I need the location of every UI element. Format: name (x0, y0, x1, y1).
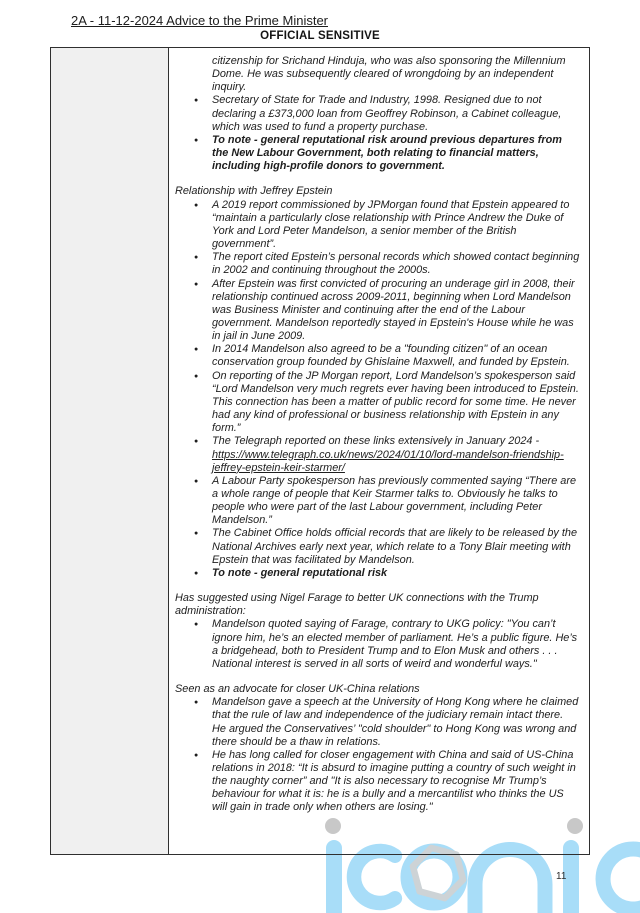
bullet-marker-icon: ● (194, 751, 199, 759)
iconic-letter-c1-icon (354, 851, 395, 903)
bullet-marker-icon: ● (194, 530, 199, 538)
classification-banner: OFFICIAL SENSITIVE (260, 30, 380, 42)
bullet-marker-icon: ● (194, 254, 199, 262)
section-heading-china: Seen as an advocate for closer UK-China relations (175, 683, 420, 696)
bullet-marker-icon: ● (194, 201, 199, 209)
bullet-text: On reporting of the JP Morgan report, Lord Mandelson’s spokesperson said “Lord Mandelson very much regrets ever having been introduced to Epstein. This connection has been a matter of public record for some time. He never had any kind of professional or business relationship with Epstein in any form.” (212, 369, 579, 435)
bullet-text: Mandelson quoted saying of Farage, contrary to UKG policy: "You can’t ignore him, he’s an elected member of parliament. He’s a public figure. He’s a bridgehead, both to President Trump and to Elon Musk and others . . . National interest is served in all sorts of weird and wonderful ways." (212, 618, 578, 670)
iconic-letter-c2-icon (603, 849, 640, 909)
table-right-column (169, 48, 589, 854)
bullet-item-to-note (175, 567, 580, 580)
bullet-item (175, 94, 580, 133)
page-number: 11 (556, 871, 567, 882)
bullet-text: A Labour Party spokesperson has previously commented saying “There are a whole range of people that Keir Starmer talks to. Obviously he talks to people who were part of the last Labour government, including Peter Mandelson.” (212, 474, 577, 527)
bullet-item (175, 618, 580, 671)
telegraph-article-link[interactable]: https://www.telegraph.co.uk/news/2024/01/10/lord-mandelson-friendship-jeffrey-epstein-keir-starmer/ (212, 448, 564, 474)
bullet-item-to-note (175, 134, 580, 173)
bullet-marker-icon: ● (194, 136, 199, 144)
bullet-item (175, 251, 580, 277)
bullet-item (175, 370, 580, 436)
bullet-item (175, 527, 580, 566)
bullet-item (175, 475, 580, 528)
bullet-text: In 2014 Mandelson also agreed to be a "founding citizen" of an ocean conservation group founded by Ghislaine Maxwell, and funded by Epstein. (212, 343, 570, 369)
bullet-text: After Epstein was first convicted of procuring an underage girl in 2008, their relationship continued across 2009-2011, beginning when Lord Mandelson was Business Minister and continuing after the end of the Labour government. Mandelson reportedly stayed in Epstein's House while he was in jail in June 2009. (212, 277, 575, 343)
bullet-marker-icon: ● (194, 280, 199, 288)
bullet-marker-icon: ● (194, 438, 199, 446)
bullet-marker-icon: ● (194, 699, 199, 707)
bullet-item-telegraph (175, 435, 580, 474)
bullet-text: He has long called for closer engagement with China and said of US-China relations in 2018: “It is absurd to imagine putting a country of such weight in the naughty corner” and "It is also necessary to recognise Mr Trump’s behaviour for what it is: he is a bully and a mercantilist who thinks the US will gain in trade only when others are losing." (212, 748, 576, 814)
bullet-text: To note - general reputational risk (212, 566, 388, 579)
bullet-marker-icon: ● (194, 97, 199, 105)
bullet-item (175, 696, 580, 749)
bullet-marker-icon: ● (194, 621, 199, 629)
bullet-item (175, 343, 580, 369)
bullet-marker-icon: ● (194, 346, 199, 354)
table-left-column (51, 48, 169, 854)
advice-table (50, 47, 590, 855)
bullet-text: Secretary of State for Trade and Industry, 1998. Resigned due to not declaring a £373,000 loan from Geoffrey Robinson, a Cabinet colleague, which was used to fund a property purchase. (212, 94, 562, 133)
bullet-item (175, 199, 580, 252)
bullet-item (175, 278, 580, 344)
bullet-marker-icon: ● (194, 477, 199, 485)
bullet-marker-icon: ● (194, 569, 199, 577)
bullet-text: The Telegraph reported on these links extensively in January 2024 - (212, 435, 540, 448)
bullet-marker-icon: ● (194, 372, 199, 380)
paragraph-continuation: citizenship for Srichand Hinduja, who was also sponsoring the Millennium Dome. He was subsequently cleared of wrongdoing by an independent inquiry. (212, 55, 566, 94)
bullet-text: A 2019 report commissioned by JPMorgan found that Epstein appeared to “maintain a particularly close relationship with Prince Andrew the Duke of York and Lord Peter Mandelson, a senior member of the British government”. (212, 198, 570, 251)
document-title: 2A - 11-12-2024 Advice to the Prime Minister (71, 13, 328, 28)
bullet-text: Mandelson gave a speech at the University of Hong Kong where he claimed that the rule of law and independence of the judiciary remain intact there. He argued the Conservatives’ "cold shoulder" to Hong Kong was wrong and there should be a thaw in relations. (212, 696, 579, 748)
section-heading-epstein: Relationship with Jeffrey Epstein (175, 185, 333, 198)
iconic-letter-n-icon (475, 850, 545, 913)
bullet-item (175, 749, 580, 815)
bullet-text: The Cabinet Office holds official records that are likely to be released by the National Archives early next year, which relate to a Tony Blair meeting with Epstein that was facilitated by Mandelson. (212, 527, 578, 566)
bullet-text: The report cited Epstein’s personal records which showed contact beginning in 2002 and continuing throughout the 2000s. (212, 251, 580, 277)
bullet-text: To note - general reputational risk around previous departures from the New Labour Government, both relating to financial matters, including high-profile donors to government. (212, 133, 562, 173)
section-heading-farage: Has suggested using Nigel Farage to better UK connections with the Trump administration: (175, 592, 539, 618)
